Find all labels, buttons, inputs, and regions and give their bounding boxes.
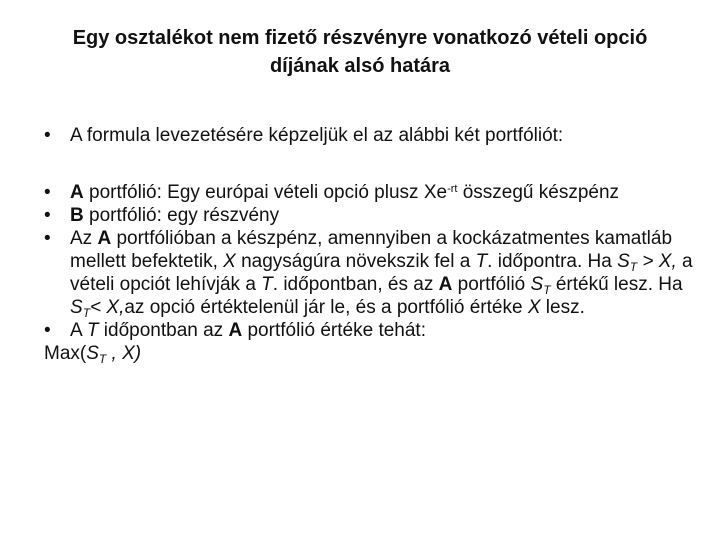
text-segment: portfólió értéke tehát: (242, 320, 426, 341)
var-s-letter: S (70, 297, 83, 318)
portfolio-b-letter: B (70, 205, 84, 226)
exponent: -rt (447, 183, 458, 195)
text-segment: A (70, 320, 87, 341)
portfolio-a-text: portfólió: Egy európai vételi opció plusz Xe (83, 182, 448, 203)
bullet-portfolio-a (44, 181, 694, 204)
text-segment: portfólió (452, 274, 531, 295)
text-segment: az opció értéktelenül jár le, és a portfólió értéke (124, 297, 528, 318)
text-segment: időpontban az (98, 320, 229, 341)
portfolio-a-letter: A (70, 182, 84, 203)
text-segment: nagyságúra növekszik fel a (235, 251, 476, 272)
formula-max (44, 342, 694, 365)
var-x: X (527, 297, 541, 318)
var-s-subscript: T (543, 283, 551, 297)
var-s (70, 297, 90, 318)
portfolio-b-text: portfólió: egy részvény (83, 205, 280, 226)
portfolio-letter: A (228, 320, 243, 341)
bullet-portfolio-b (44, 204, 694, 227)
var-s-letter: S (86, 343, 99, 364)
var-s-letter: S (617, 251, 630, 272)
text-segment: a vételi opciót lehívják a (70, 251, 693, 295)
var-s-letter: S (530, 274, 544, 295)
text-segment: lesz. (540, 297, 585, 318)
text-segment: . időpontra. Ha (487, 251, 618, 272)
text-segment: Az (70, 228, 98, 249)
var-s (86, 343, 106, 364)
var-x: X (223, 251, 236, 272)
text-segment: értékű lesz. Ha (550, 274, 683, 295)
bullet-value-at-t (44, 319, 694, 342)
formula-prefix: Max( (44, 343, 87, 364)
comparison: > X, (637, 251, 677, 272)
slide-body (44, 124, 694, 365)
text-segment: . időpontban, és az (272, 274, 439, 295)
comparison: < X, (90, 297, 125, 318)
title-line-1: Egy osztalékot nem fizető részvényre vonatkozó vételi opció (72, 27, 648, 49)
bullet-intro: • A formula levezetésére képzeljük el az alábbi két portfóliót: (44, 124, 694, 147)
portfolio-a-text-end: összegű készpénz (457, 182, 620, 203)
var-s-subscript: T (82, 306, 91, 320)
formula-suffix: , X) (106, 343, 142, 364)
var-s (531, 274, 551, 295)
var-t: T (261, 274, 273, 295)
portfolio-letter: A (438, 274, 453, 295)
var-s-subscript: T (98, 352, 107, 366)
var-s-subscript: T (629, 260, 638, 274)
portfolio-letter: A (97, 228, 112, 249)
var-t: T (475, 251, 488, 272)
title-line-2: díjának alsó határa (269, 55, 451, 77)
var-t: T (86, 320, 99, 341)
var-s (617, 251, 637, 272)
text-segment: portfólióban a készpénz, amennyiben a kockázatmentes kamatláb mellett befektetik, (70, 228, 673, 272)
slide-title (30, 24, 690, 80)
bullet-explanation (44, 227, 694, 319)
